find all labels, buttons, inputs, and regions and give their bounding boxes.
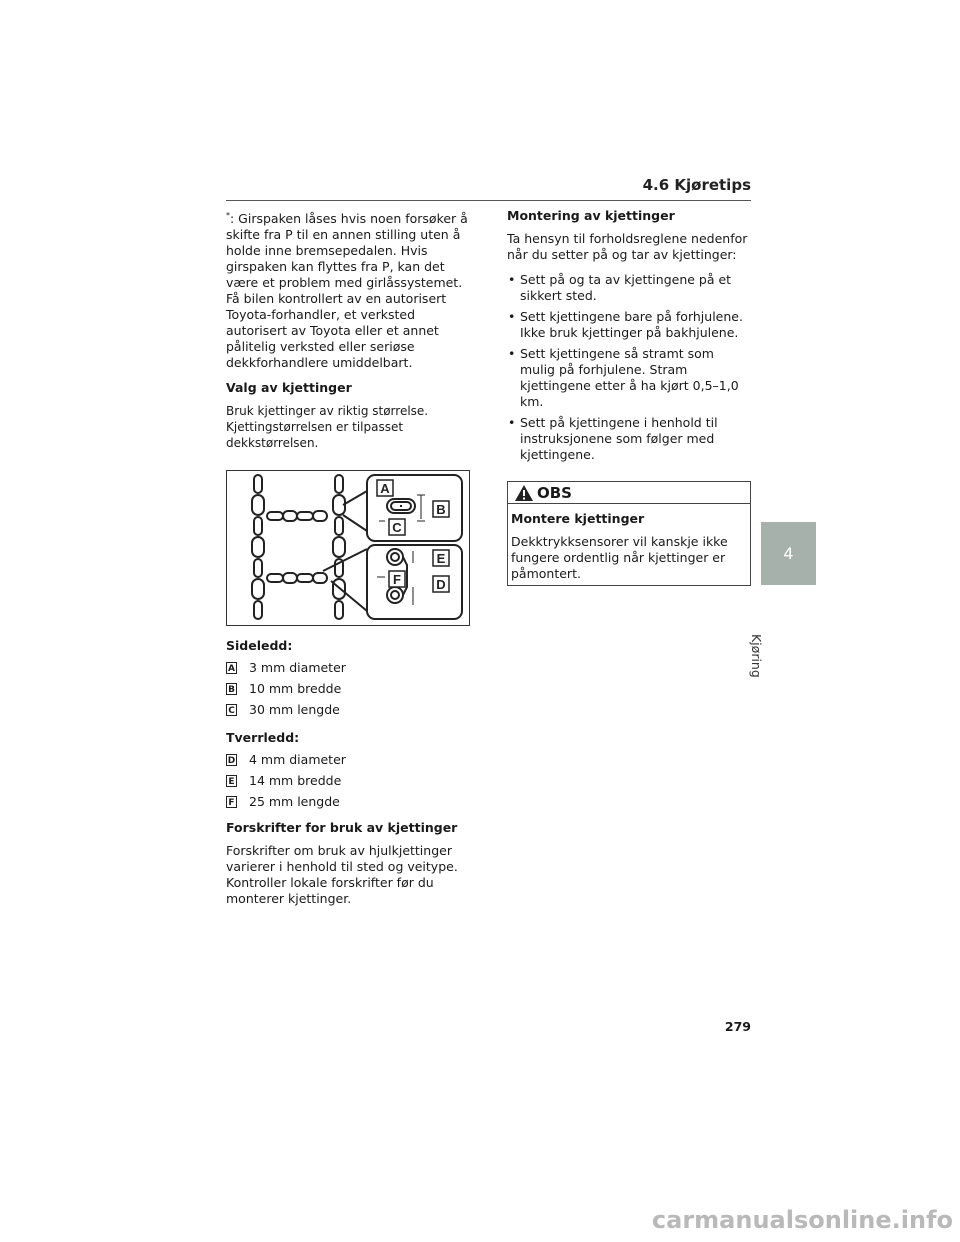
spec-badge: E bbox=[226, 775, 237, 787]
rules-text: Forskrifter om bruk av hjulkjettinger varierer i henhold til sted og veitype. Kontroller lokale forskrifter før du monterer kjettinger. bbox=[226, 843, 458, 907]
notice-text: Dekktrykksensorer vil kanskje ikke fungere ordentlig når kjettinger er påmontert. bbox=[511, 534, 728, 581]
footnote bbox=[226, 208, 471, 371]
chapter-number: 4 bbox=[783, 544, 794, 563]
chapter-label: Kjøring bbox=[749, 634, 764, 678]
mount-list bbox=[507, 272, 751, 463]
figure-label-e: E bbox=[436, 551, 446, 567]
spec-text: 3 mm diameter bbox=[249, 660, 346, 676]
spec-item bbox=[226, 681, 471, 697]
cross-links-title: Tverrledd: bbox=[226, 730, 300, 746]
notice-header bbox=[508, 482, 750, 504]
spec-item bbox=[226, 702, 471, 718]
spec-badge: A bbox=[226, 662, 237, 674]
spec-text: 25 mm lengde bbox=[249, 794, 340, 810]
spec-item bbox=[226, 752, 471, 768]
list-item: • Sett på og ta av kjettingene på et sikkert sted. bbox=[507, 272, 751, 304]
right-column bbox=[507, 208, 751, 586]
chain-text: Bruk kjettinger av riktig størrelse. Kjettingstørrelsen er tilpasset dekkstørrelsen. bbox=[226, 404, 429, 451]
notice-body bbox=[508, 504, 750, 585]
spec-badge: B bbox=[226, 683, 237, 695]
notice-title: OBS bbox=[537, 483, 572, 502]
spec-badge: D bbox=[227, 756, 236, 767]
page-number: 279 bbox=[724, 1019, 751, 1034]
spec-text: 30 mm lengde bbox=[249, 702, 340, 718]
list-item: • Sett på kjettingene i henhold til instruksjonene som følger med kjettingene. bbox=[507, 415, 751, 463]
spec-badge: F bbox=[226, 796, 237, 808]
notice-box bbox=[507, 481, 751, 586]
list-item: • Sett kjettingene bare på forhjulene. Ikke bruk kjettinger på bakhjulene. bbox=[507, 309, 751, 341]
warning-icon bbox=[514, 484, 534, 502]
section-title: 4.6 Kjøretips bbox=[642, 176, 751, 194]
footnote-text: : Girspaken låses hvis noen forsøker å skifte fra P til en annen stilling uten å holde inne bremsepedalen. Hvis girspaken kan flyttes fra P, kan det være et problem med girlåssystemet. Få bilen kontrollert av en autorisert Toyota-forhandler, et verksted autorisert av Toyota eller et annet pålitelig verksted eller seriøse dekkforhandlere umiddelbart. bbox=[226, 211, 468, 371]
footnote-marker: * bbox=[226, 211, 230, 220]
figure-label-a: A bbox=[380, 481, 390, 497]
list-item: • Sett kjettingene så stramt som mulig på forhjulene. Stram kjettingene etter å ha kjørt 0,5–1,0 km. bbox=[507, 346, 751, 410]
header-rule bbox=[226, 200, 751, 201]
rules-heading: Forskrifter for bruk av kjettinger bbox=[226, 820, 458, 836]
spec-text: 4 mm diameter bbox=[249, 752, 346, 768]
spec-text: 10 mm bredde bbox=[249, 681, 342, 697]
spec-badge: C bbox=[226, 704, 237, 716]
spec-item bbox=[226, 794, 471, 810]
mount-heading: Montering av kjettinger bbox=[507, 208, 675, 223]
figure-label-f: F bbox=[393, 572, 401, 588]
mount-intro: Ta hensyn til forholdsreglene nedenfor når du setter på og tar av kjettinger: bbox=[507, 231, 748, 262]
figure-label-c: C bbox=[392, 520, 402, 536]
spec-item bbox=[226, 773, 471, 789]
figure-label-d: D bbox=[436, 577, 446, 593]
spec-text: 14 mm bredde bbox=[249, 773, 342, 789]
chapter-tab bbox=[761, 522, 816, 585]
side-links-title: Sideledd: bbox=[226, 638, 293, 654]
chain-illustration bbox=[227, 471, 471, 627]
watermark: carmanualsonline.info bbox=[651, 1206, 953, 1234]
chain-heading: Valg av kjettinger bbox=[226, 380, 352, 396]
chain-figure bbox=[226, 470, 470, 626]
left-column bbox=[226, 208, 471, 916]
notice-heading: Montere kjettinger bbox=[511, 511, 645, 526]
spec-item bbox=[226, 660, 471, 676]
figure-label-b: B bbox=[436, 502, 446, 518]
